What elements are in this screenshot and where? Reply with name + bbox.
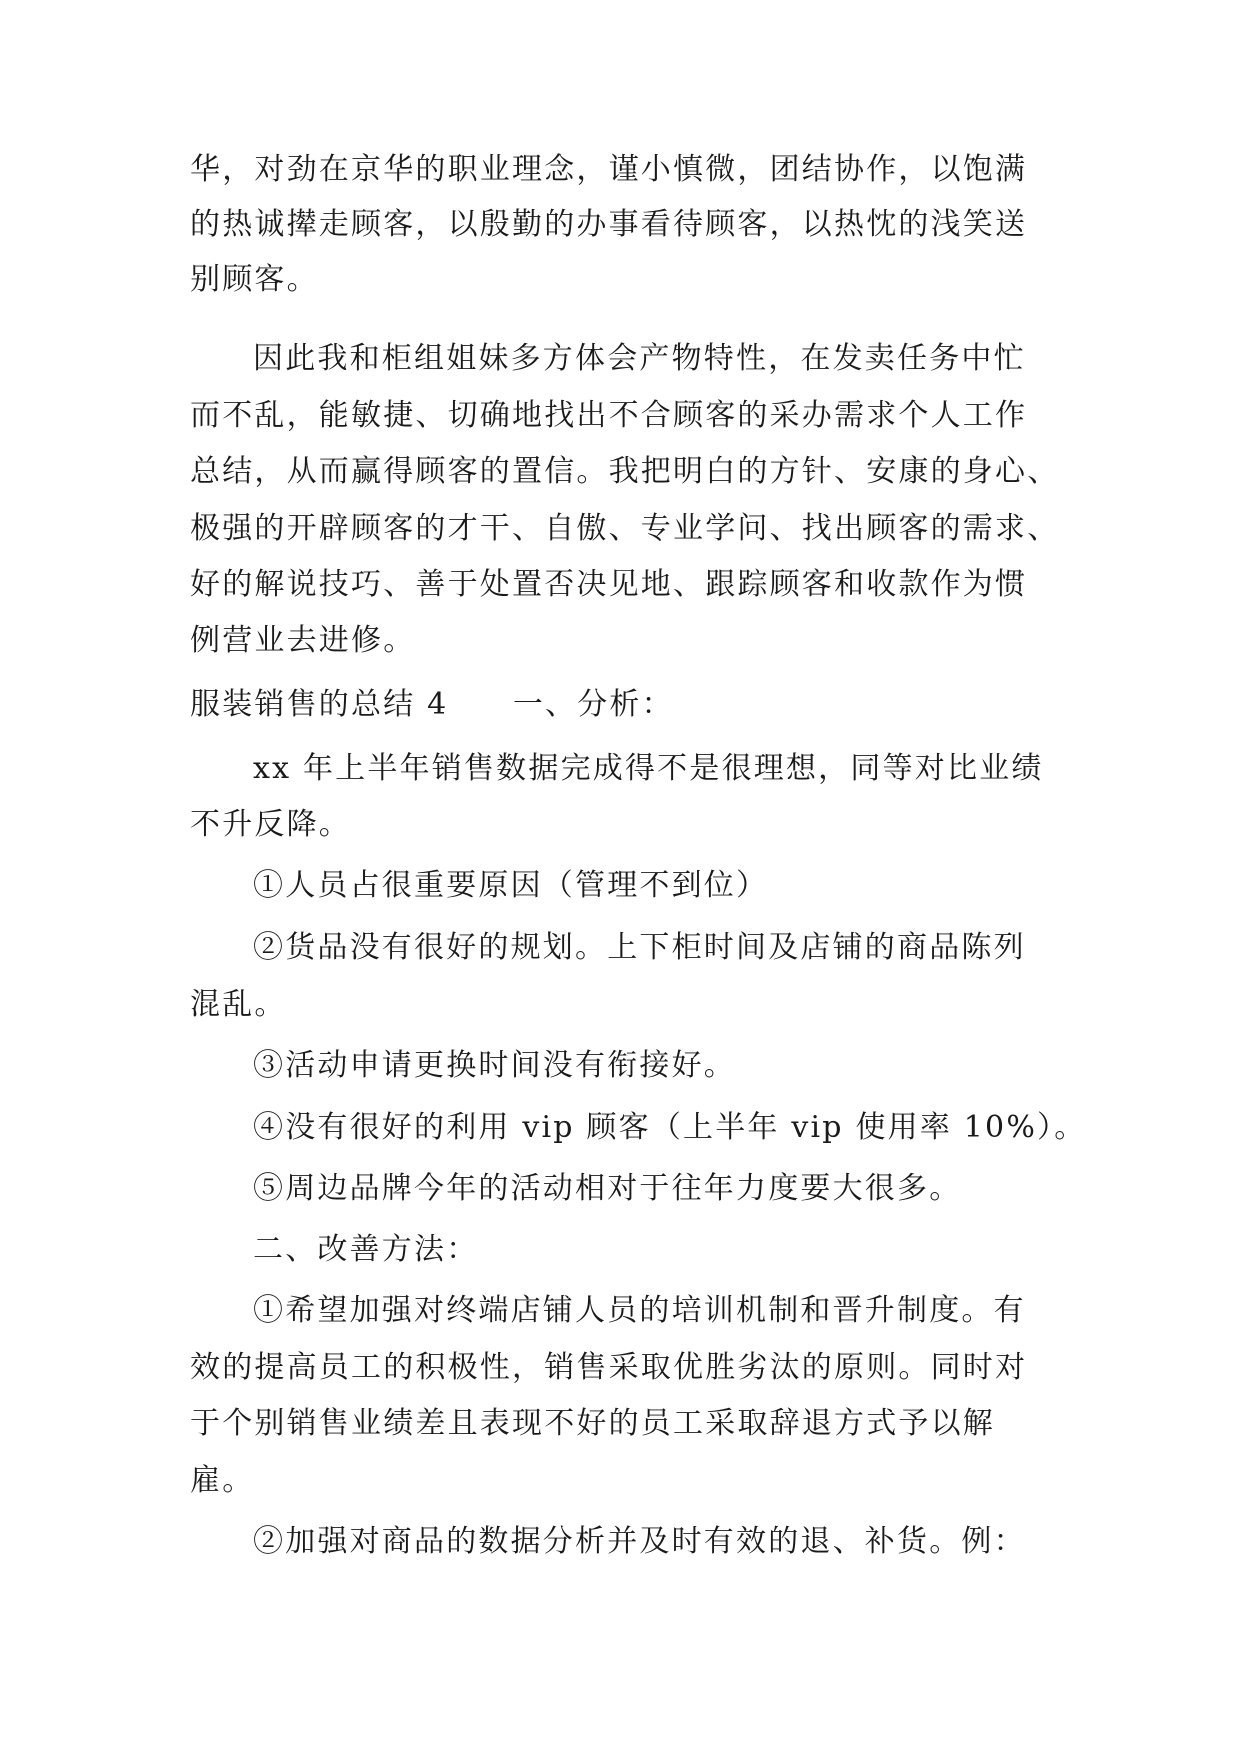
list-item: ②加强对商品的数据分析并及时有效的退、补货。例：: [253, 1524, 1026, 1559]
text-line: 好的解说技巧、善于处置否决见地、跟踪顾客和收款作为惯: [190, 567, 1028, 602]
list-item: ①人员占很重要原因（管理不到位）: [253, 868, 769, 903]
section-heading: 服装销售的总结 4 一、分析：: [190, 687, 674, 722]
text-line: 的热诚撵走顾客，以殷勤的办事看待顾客，以热忱的浅笑送: [190, 207, 1028, 242]
text-line: 极强的开辟顾客的才干、自傲、专业学问、找出顾客的需求、: [190, 511, 1060, 546]
text-line: 效的提高员工的积极性，销售采取优胜劣汰的原则。同时对: [190, 1350, 1028, 1385]
text-line: 例营业去进修。: [190, 623, 416, 658]
text-line: 而不乱，能敏捷、切确地找出不合顾客的采办需求个人工作: [190, 398, 1028, 433]
list-item: ②货品没有很好的规划。上下柜时间及店铺的商品陈列: [253, 930, 1026, 965]
list-item: ⑤周边品牌今年的活动相对于往年力度要大很多。: [253, 1171, 962, 1206]
text-line: 总结，从而赢得顾客的置信。我把明白的方针、安康的身心、: [190, 454, 1060, 489]
text-line: 混乱。: [190, 987, 287, 1022]
text-line: 别顾客。: [190, 262, 319, 297]
list-item: ①希望加强对终端店铺人员的培训机制和晋升制度。有: [253, 1293, 1026, 1328]
paragraph-first-line: xx 年上半年销售数据完成得不是很理想，同等对比业绩: [253, 751, 1044, 786]
text-line: 雇。: [190, 1463, 255, 1498]
text-line: 不升反降。: [190, 807, 351, 842]
list-item: ③活动申请更换时间没有衔接好。: [253, 1048, 736, 1083]
text-line: 华，对劲在京华的职业理念，谨小慎微，团结协作，以饱满: [190, 152, 1028, 187]
text-line: 于个别销售业绩差且表现不好的员工采取辞退方式予以解: [190, 1406, 995, 1441]
paragraph-first-line: 因此我和柜组姐妹多方体会产物特性，在发卖任务中忙: [253, 341, 1026, 376]
list-item: ④没有很好的利用 vip 顾客（上半年 vip 使用率 10%）。: [253, 1110, 1087, 1145]
subsection-heading: 二、改善方法：: [253, 1232, 479, 1267]
